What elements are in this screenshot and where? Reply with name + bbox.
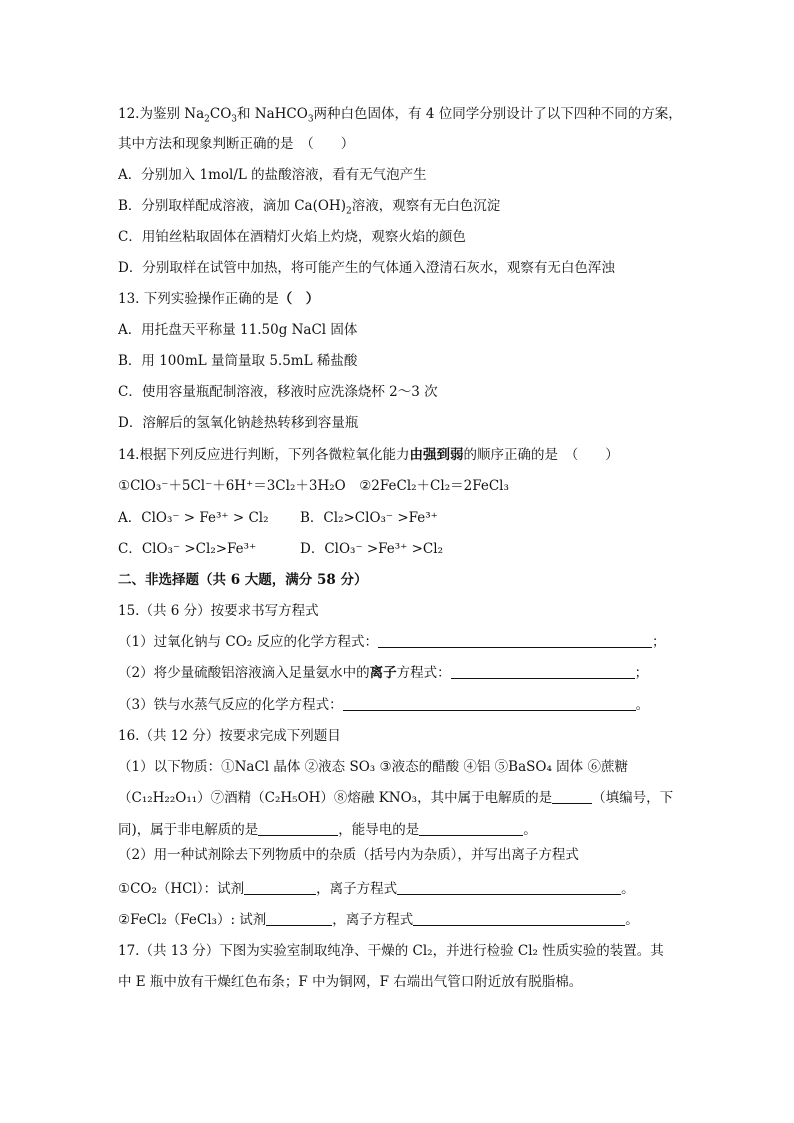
subscript: 3 <box>231 114 237 125</box>
q16-part1-line3 <box>118 821 537 839</box>
q14-stem-text: 14.根据下列反应进行判断，下列各微粒氧化能力 <box>118 447 410 463</box>
answer-blank[interactable] <box>451 664 635 679</box>
section-heading: 二、非选择题（共 6 大题，满分 58 分） <box>118 572 368 588</box>
answer-blank[interactable] <box>258 821 338 836</box>
answer-blank[interactable] <box>244 880 316 895</box>
q16-text: ，离子方程式 <box>332 912 414 928</box>
q17-line1: 17.（共 13 分）下图为实验室制取纯净、干燥的 Cl₂，并进行检验 Cl₂ 性质实验的装置。其 <box>118 943 664 959</box>
q12-option-a: A．分别加入 1mol/L 的盐酸溶液，看有无气泡产生 <box>118 167 427 183</box>
q15-stem: 15.（共 6 分）按要求书写方程式 <box>118 603 319 619</box>
q13-stem-text: 13. 下列实验操作正确的是 <box>118 291 279 307</box>
q15-sub2-emphasis: 离子 <box>369 665 397 681</box>
punctuation: 。 <box>625 912 639 928</box>
answer-blank[interactable] <box>419 821 523 836</box>
q13-option-d: D．溶解后的氢氧化钠趁热转移到容量瓶 <box>118 415 359 431</box>
q14-emphasis: 由强到弱 <box>409 447 464 463</box>
punctuation: 。 <box>621 881 635 897</box>
q12-text: 和 NaHCO <box>237 106 308 122</box>
q16-text: （填编号，下 <box>592 790 674 806</box>
punctuation: 。 <box>523 822 537 838</box>
q12-stem-line2: 其中方法和现象判断正确的是 （ ） <box>118 136 355 152</box>
q12-text: 两种白色固体，有 4 位同学分别设计了以下四种不同的方案， <box>313 106 682 122</box>
q17-line2: 中 E 瓶中放有干燥红色布条；F 中为铜网，F 右端出气管口附近放有脱脂棉。 <box>118 974 583 990</box>
q16-text: ，能导电的是 <box>338 822 420 838</box>
q15-sub1 <box>118 633 665 651</box>
subscript: 2 <box>345 206 352 217</box>
q16-stem: 16.（共 12 分）按要求完成下列题目 <box>118 728 341 744</box>
q15-sub1-text: （1）过氧化钠与 CO₂ 反应的化学方程式： <box>118 634 378 650</box>
answer-blank[interactable] <box>397 880 621 895</box>
q12-option-c: C．用铂丝粘取固体在酒精灯火焰上灼烧，观察火焰的颜色 <box>118 229 466 245</box>
answer-blank[interactable] <box>413 911 625 926</box>
q15-sub3 <box>118 696 649 714</box>
answer-blank[interactable] <box>343 696 636 711</box>
q14-options-row1 <box>118 509 438 527</box>
q15-sub2-text: （2）将少量硫酸铝溶液滴入足量氨水中的 <box>118 665 370 681</box>
q14-options-row2 <box>118 540 443 558</box>
q16-text: ，离子方程式 <box>316 881 398 897</box>
q12-stem-line1 <box>118 105 682 123</box>
q14-stem <box>118 446 619 464</box>
q15-sub3-text: （3）铁与水蒸气反应的化学方程式： <box>118 697 343 713</box>
subscript: 2 <box>204 114 210 125</box>
q15-sub2 <box>118 664 648 682</box>
q13-stem <box>118 290 319 308</box>
punctuation: ； <box>634 665 649 681</box>
answer-blank[interactable] <box>266 911 332 926</box>
q14-option-c: C．ClO₃⁻ >Cl₂>Fe³⁺ <box>118 541 257 557</box>
answer-blank[interactable] <box>378 633 652 648</box>
q13-answer-brackets: （ ） <box>278 291 320 307</box>
q13-option-c: C．使用容量瓶配制溶液，移液时应洗涤烧杯 2～3 次 <box>118 384 438 400</box>
q15-sub2-text: 方程式： <box>396 665 451 681</box>
q13-option-b: B．用 100mL 量筒量取 5.5mL 稀盐酸 <box>118 353 358 369</box>
q12-option-b-text: B．分别取样配成溶液，滴加 Ca(OH) <box>118 198 346 214</box>
q12-text: 12.为鉴别 Na <box>118 106 205 122</box>
q16-text: （C₁₂H₂₂O₁₁）⑦酒精（C₂H₅OH）⑧熔融 KNO₃，其中属于电解质的是 <box>118 790 553 806</box>
punctuation: ； <box>651 634 666 650</box>
q13-option-a: A．用托盘天平称量 11.50g NaCl 固体 <box>118 322 358 338</box>
subscript: 3 <box>307 114 314 125</box>
q16-text: ②FeCl₂（FeCl₃）: 试剂 <box>118 912 267 928</box>
q14-option-a: A．ClO₃⁻ > Fe³⁺ > Cl₂ <box>118 510 269 526</box>
q12-option-d: D．分别取样在试管中加热，将可能产生的气体通入澄清石灰水，观察有无白色浑浊 <box>118 260 615 276</box>
q16-reagent-row1 <box>118 880 635 898</box>
q12-option-b-text: 溶液，观察有无白色沉淀 <box>351 198 501 214</box>
q16-part2: （2）用一种试剂除去下列物质中的杂质（括号内为杂质），并写出离子方程式 <box>118 847 579 863</box>
q12-text: CO <box>209 106 232 122</box>
q16-reagent-row2 <box>118 911 639 929</box>
q12-option-b <box>118 197 500 215</box>
q14-option-d: D．ClO₃⁻ >Fe³⁺ >Cl₂ <box>300 541 443 557</box>
q14-option-b: B．Cl₂>ClO₃⁻ >Fe³⁺ <box>300 510 438 526</box>
q16-text: ①CO₂（HCl）：试剂 <box>118 881 245 897</box>
q16-text: 同)，属于非电解质的是 <box>118 822 259 838</box>
q14-reactions: ①ClO₃⁻＋5Cl⁻＋6H⁺＝3Cl₂＋3H₂O ②2FeCl₂＋Cl₂＝2FeCl₃ <box>118 478 509 494</box>
q16-part1-line2 <box>118 789 673 807</box>
punctuation: 。 <box>635 697 650 713</box>
q14-stem-text: 的顺序正确的是 （ ） <box>463 447 619 463</box>
answer-blank[interactable] <box>552 789 592 804</box>
q16-part1-line1: （1）以下物质：①NaCl 晶体 ②液态 SO₃ ③液态的醋酸 ④铝 ⑤BaSO₄ 固体 ⑥蔗糖 <box>118 759 628 775</box>
